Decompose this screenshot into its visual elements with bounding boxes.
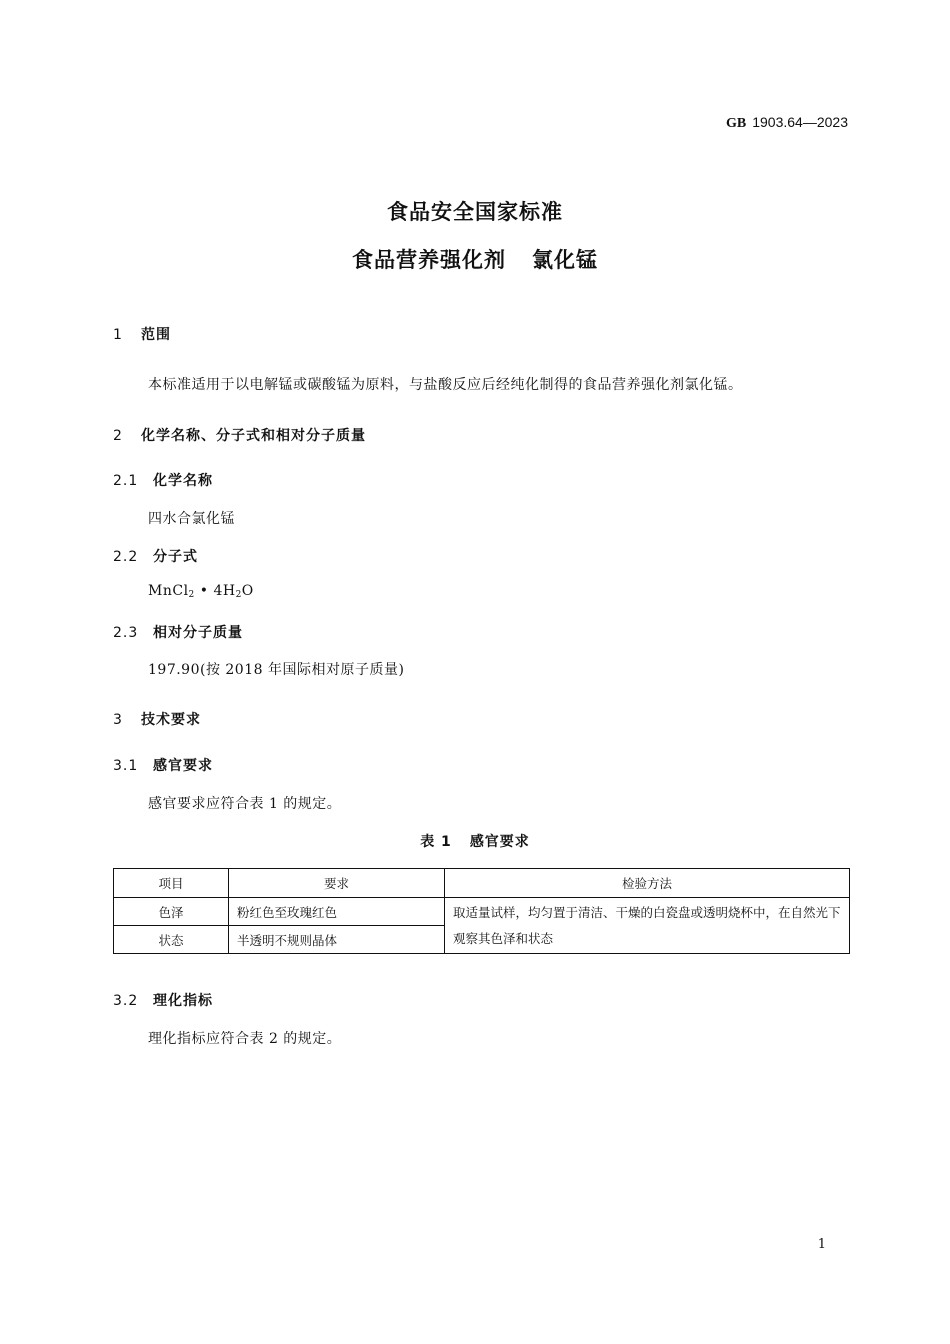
table-1-caption: 表 1 感官要求: [420, 834, 530, 850]
section-2-1-heading: 2.1 化学名称: [113, 473, 213, 489]
standard-number: GB 1903.64—2023: [726, 114, 848, 131]
row-requirement: 粉红色至玫瑰红色: [229, 898, 445, 926]
row-method: 取适量试样，均匀置于清洁、干燥的白瓷盘或透明烧杯中，在自然光下观察其色泽和状态: [445, 898, 850, 954]
table-row: [114, 898, 850, 926]
section-3-2-heading: 3.2 理化指标: [113, 993, 213, 1009]
header-method: 检验方法: [445, 869, 850, 898]
section-2-3-heading: 2.3 相对分子质量: [113, 625, 243, 641]
row-item: 状态: [114, 926, 229, 954]
sensory-requirements-table: [113, 868, 850, 954]
section-1-heading: 1 范围: [113, 327, 171, 343]
section-3-1-heading: 3.1 感官要求: [113, 758, 213, 774]
document-subtitle: 食品营养强化剂 氯化锰: [352, 248, 598, 272]
table-header-row: [114, 869, 850, 898]
section-2-2-heading: 2.2 分子式: [113, 549, 198, 565]
molecular-formula: MnCl$_2$ • $4H_2O$: [148, 583, 254, 600]
section-3-1-text: 感官要求应符合表 1 的规定。: [148, 796, 342, 812]
row-item: 色泽: [114, 898, 229, 926]
header-requirement: 要求: [229, 869, 445, 898]
section-1-text: 本标准适用于以电解锰或碳酸锰为原料，与盐酸反应后经纯化制得的食品营养强化剂氯化锰。: [148, 377, 743, 393]
section-3-2-text: 理化指标应符合表 2 的规定。: [148, 1031, 342, 1047]
section-3-heading: 3 技术要求: [113, 712, 201, 728]
document-title: 食品安全国家标准: [387, 200, 563, 224]
molecular-mass: 197.90(按 2018 年国际相对原子质量): [148, 662, 405, 678]
section-2-heading: 2 化学名称、分子式和相对分子质量: [113, 428, 366, 444]
page-number: 1: [817, 1237, 826, 1252]
chemical-name: 四水合氯化锰: [148, 511, 235, 527]
row-requirement: 半透明不规则晶体: [229, 926, 445, 954]
header-item: 项目: [114, 869, 229, 898]
